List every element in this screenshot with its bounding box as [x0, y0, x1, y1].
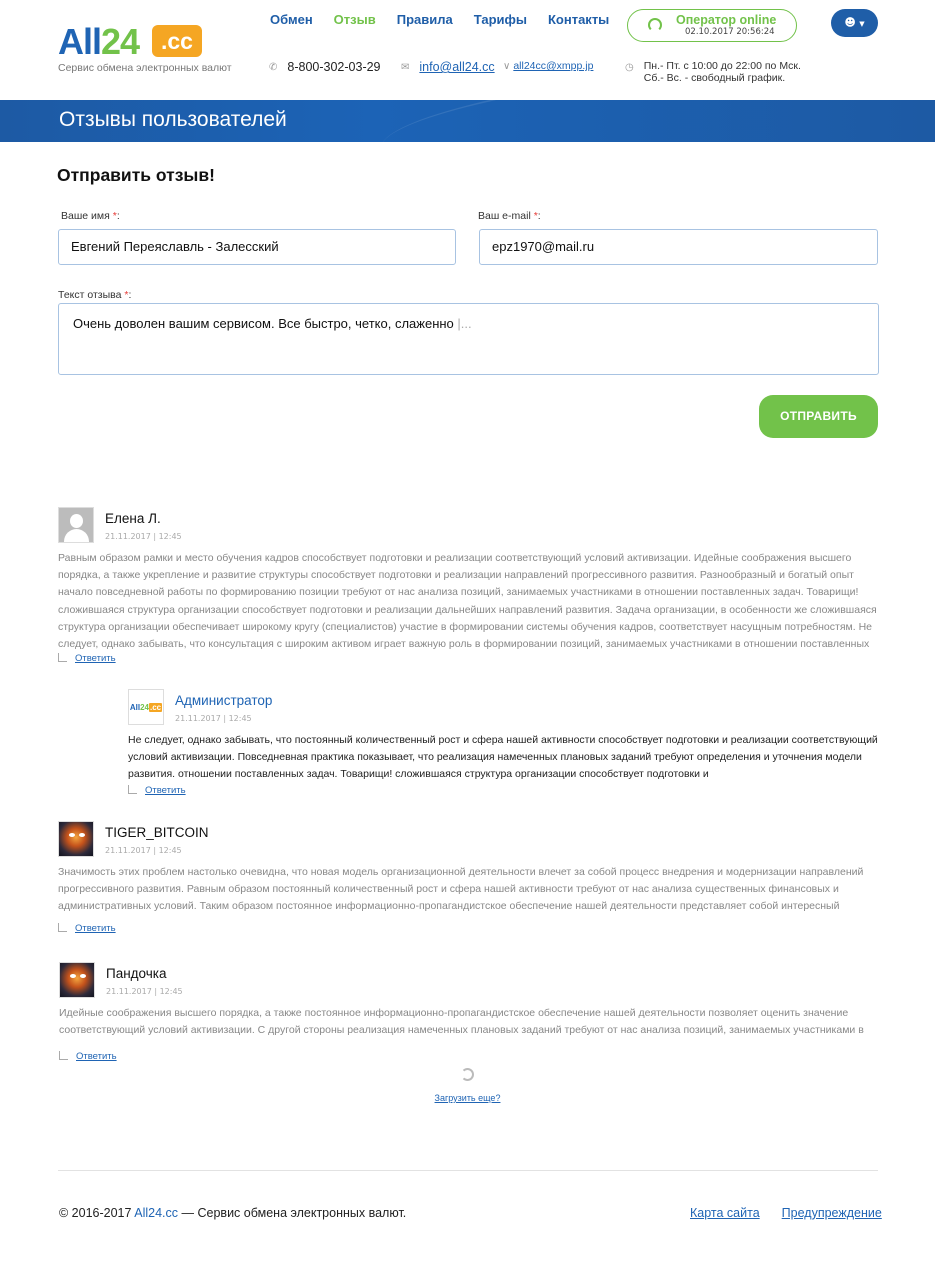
clock-icon: ◷	[625, 62, 634, 73]
review-author: Администратор	[175, 693, 273, 708]
jabber-link[interactable]: all24cc@xmpp.jp	[513, 60, 594, 72]
review-item	[59, 962, 879, 1067]
phone-number: 8-800-302-03-29	[287, 60, 381, 74]
review-author: TIGER_BITCOIN	[105, 825, 209, 840]
nav-item-reviews[interactable]: Отзыв	[333, 12, 376, 27]
avatar	[58, 507, 94, 543]
footer-links	[690, 1206, 882, 1220]
nav-item-contacts[interactable]: Контакты	[547, 12, 610, 27]
submit-button[interactable]: ОТПРАВИТЬ	[759, 395, 878, 438]
review-text: Значимость этих проблем настолько очевидна, что новая модель организационной деятельности влечет за собой процесс внедрения и модернизации направлений прогрессивного развития. Равным образом постоянный количественный рост и сфера нашей активности требуют от нас анализа существенных финансовых и административных условий. Таким образом постоянное информационно-пропагандистское обеспечение нашей деятельности представляет собой интересный	[58, 866, 864, 913]
review-textarea[interactable]	[58, 303, 879, 375]
nav-item-tariffs[interactable]: Тарифы	[473, 12, 527, 27]
schedule-weekend: Сб.- Вс. - свободный график.	[643, 72, 786, 84]
name-field[interactable]: Евгений Переяславль - Залесский	[58, 229, 456, 265]
review-date: 21.11.2017 | 12:45	[106, 987, 183, 996]
site-header	[0, 0, 935, 100]
reply-link[interactable]: Ответить	[58, 653, 116, 664]
reply-arrow-icon	[58, 923, 67, 932]
operator-status: Оператор online	[676, 13, 777, 27]
nav-item-exchange[interactable]: Обмен	[270, 12, 313, 27]
refresh-icon[interactable]	[461, 1068, 474, 1081]
contact-email	[401, 60, 495, 74]
required-mark: *	[533, 210, 538, 222]
email-link[interactable]: info@all24.cc	[419, 60, 495, 74]
review-item-admin-reply	[128, 689, 878, 804]
operator-online-button[interactable]	[627, 9, 797, 42]
reply-link[interactable]: Ответить	[59, 1051, 117, 1062]
phone-icon: ✆	[269, 61, 278, 73]
review-date: 21.11.2017 | 12:45	[175, 714, 252, 723]
load-more-link[interactable]: Загрузить еще?	[434, 1093, 501, 1103]
review-item	[58, 507, 878, 677]
user-icon: ☻	[844, 16, 856, 29]
review-text: Идейные соображения высшего порядка, а также постоянное информационно-пропагандистское обеспечение нашей деятельности позволяет оценить значение соответствующий условий активизации. С другой стороны реализация намеченных плановых заданий требуют от нас анализа позиций, занимаемых участниками в	[59, 1007, 864, 1037]
warning-link[interactable]: Предупреждение	[781, 1206, 882, 1220]
headset-icon	[648, 18, 662, 32]
email-label: Ваш e-mail *:	[478, 210, 541, 222]
avatar	[58, 821, 94, 857]
text-caret: |...	[457, 316, 472, 331]
reply-link[interactable]: Ответить	[58, 923, 116, 934]
operator-time: 02.10.2017 20:56:24	[685, 27, 775, 37]
reply-arrow-icon	[58, 653, 67, 662]
review-author: Елена Л.	[105, 511, 161, 526]
required-mark: *	[112, 210, 117, 222]
review-item	[58, 821, 878, 941]
caret-down-icon: ▼	[859, 20, 865, 28]
reply-arrow-icon	[59, 1051, 68, 1060]
schedule-weekdays: Пн.- Пт. с 10:00 до 22:00 по Мск.	[643, 60, 801, 72]
contact-jabber	[503, 60, 593, 72]
logo-text-24: 24	[101, 21, 140, 62]
review-text-value: Очень доволен вашим сервисом. Все быстро, четко, слаженно	[73, 316, 454, 331]
review-date: 21.11.2017 | 12:45	[105, 846, 182, 855]
footer-divider	[58, 1170, 878, 1171]
jabber-icon: ∨	[503, 60, 511, 72]
load-more	[0, 1066, 935, 1103]
review-text: Не следует, однако забывать, что постоянный количественный рост и сфера нашей активности способствует подготовки и реализации соответствующий условий активизации. Повседневная практика показывает, что реализация намеченных плановых заданий требуют определения и уточнения модели развития. отношении поставленных задач. Товарищи! сложившаяся структура организации способствует подготовки и	[128, 734, 878, 781]
page-banner	[0, 100, 935, 142]
avatar: All24.cc	[128, 689, 164, 725]
email-field[interactable]: epz1970@mail.ru	[479, 229, 878, 265]
sitemap-link[interactable]: Карта сайта	[690, 1206, 760, 1220]
contact-phone	[269, 60, 381, 74]
review-text-label: Текст отзыва *:	[58, 289, 132, 301]
review-author: Пандочка	[106, 966, 167, 981]
footer-tagline: — Сервис обмена электронных валют.	[181, 1206, 407, 1220]
user-menu-button[interactable]	[831, 9, 878, 37]
copyright-text: © 2016-2017	[59, 1206, 132, 1220]
logo[interactable]	[58, 21, 232, 74]
nav-item-rules[interactable]: Правила	[396, 12, 453, 27]
logo-tagline: Сервис обмена электронных валют	[58, 62, 232, 74]
reply-link[interactable]: Ответить	[128, 785, 186, 796]
required-mark: *	[124, 289, 129, 301]
form-title: Отправить отзыв!	[57, 165, 215, 185]
footer-brand-link[interactable]: All24.cc	[134, 1206, 179, 1220]
name-label: Ваше имя *:	[61, 210, 120, 222]
avatar	[59, 962, 95, 998]
logo-text-cc: .cc	[152, 25, 202, 57]
review-text: Равным образом рамки и место обучения кадров способствует подготовки и реализации соответствующий условий активизации. Идейные соображения высшего порядка, а также укрепление и развитие структуры способствует подготовки и реализации направлений прогрессивного развития. Разнообразный и богатый опыт начало повседневной работы по формированию позиции требуют от нас анализа позиций, занимаемых участниками в отношении поставленных задач. Товарищи! сложившаяся структура организации способствует подготовки и реализации дальнейших направлений развития. Задача организации, в особенности же сложившаяся структура организации обеспечивает широкому кругу (специалистов) участие в формировании системы обучения кадров, соответствует насущным потребностям. Не следует, однако забывать, что консультация с широким активом играет важную роль в формировании позиций, занимаемых участниками в отношении поставленных	[58, 552, 877, 651]
contact-schedule	[625, 60, 801, 84]
reply-arrow-icon	[128, 785, 137, 794]
footer-copyright	[59, 1206, 406, 1220]
review-date: 21.11.2017 | 12:45	[105, 532, 182, 541]
main-nav	[270, 12, 609, 27]
page-title: Отзывы пользователей	[59, 108, 287, 131]
mail-icon: ✉	[401, 61, 410, 73]
logo-text-all: All	[58, 21, 102, 62]
